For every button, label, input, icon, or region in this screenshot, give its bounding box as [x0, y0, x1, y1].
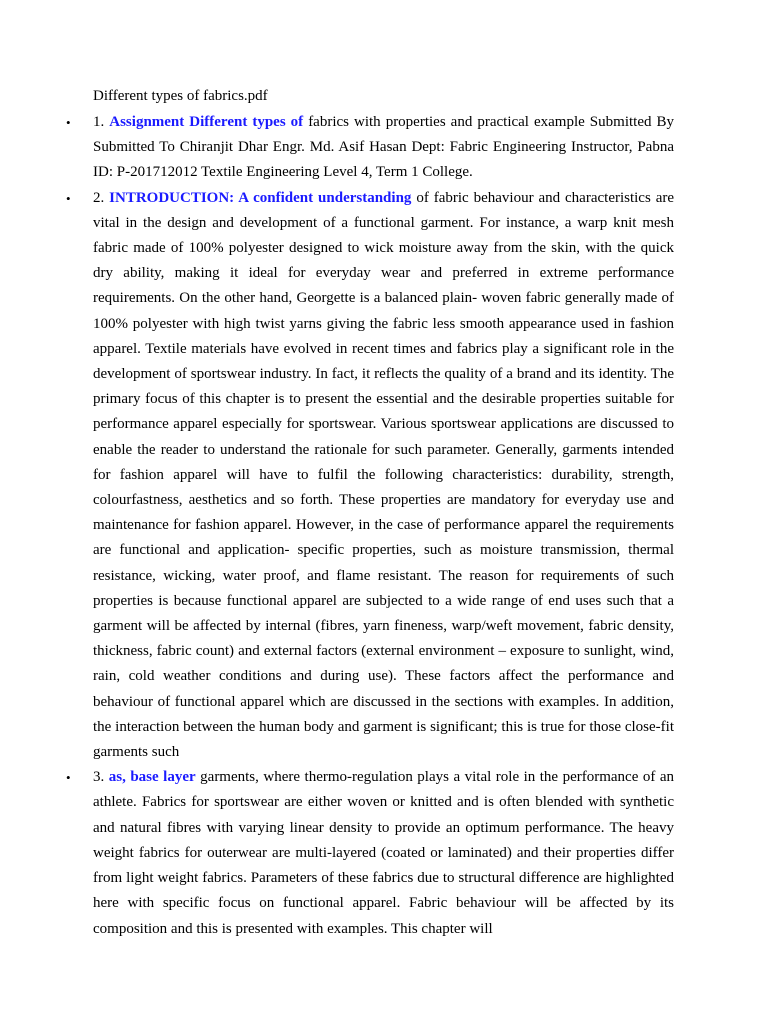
item-text: fabrics with properties and practical example Submitted By Submitted To Chiranjit Dhar Engr. Md. Asif Hasan Dept: Fabric Engineering Instructor, Pabna ID: P-201712012 Textile Engineering Level 4, Term 1 College.: [93, 114, 674, 181]
document-title: Different types of fabrics.pdf: [93, 88, 268, 104]
list-item: [66, 110, 674, 186]
bullet-icon: •: [66, 770, 71, 786]
bullet-icon: •: [66, 115, 71, 130]
list-item: [66, 765, 675, 941]
item-lead: as, base layer: [108, 769, 196, 786]
item-number: 1.: [93, 114, 105, 130]
bullet-icon: •: [66, 190, 71, 206]
item-lead: Assignment Different types of: [109, 114, 304, 130]
item-text: of fabric behaviour and characteristics are vital in the design and development of a functional garment. For instance, a warp knit mesh fabric made of 100% polyester designed to wick moisture away from the skin, with the quick dry ability, making it ideal for everyday wear and preferred in extreme performance requirements. On the other hand, Georgette is a balanced plain- woven fabric generally made of 100% polyester with high twist yarns giving the fabric less smooth appearance used in fashion apparel. Textile materials have evolved in recent times and fabrics play a significant role in the development of sportswear industry. In fact, it reflects the quality of a brand and its identity. The primary focus of this chapter is to present the essential and the desirable properties suitable for performance apparel especially for sportswear. Various sportswear applications are discussed to enable the reader to understand the rationale for such parameter. Generally, garments intended for fashion apparel will have to fulfil the following characteristics: durability, strength, colourfastness, aesthetics and so forth. These properties are mandatory for everyday use and maintenance for fashion apparel. However, in the case of performance apparel the requirements are functional and application- specific properties, such as moisture transmission, thermal resistance, wicking, water proof, and flame resistant. The reason for requirements of such properties is because functional apparel are subjected to a wide range of end uses such that a garment will be affected by internal (fibres, yarn fineness, warp/weft movement, fabric density, thickness, fabric count) and external factors (external environment – exposure to sunlight, wind, rain, cold weather conditions and during use). These factors affect the performance and behaviour of functional apparel which are discussed in the sections with examples. In addition, the interaction between the human body and garment is significant; this is true for those close-fit garments such: [93, 189, 675, 761]
item-lead: INTRODUCTION: A confident understanding: [109, 189, 412, 206]
item-text: garments, where thermo-regulation plays a vital role in the performance of an athlete. Fabrics for sportswear are either woven or knitted and is often blended with synthetic and natural fibres with varying linear density to provide an optimum performance. The heavy weight fabrics for outerwear are multi-layered (coated or laminated) and their properties differ from light weight fabrics. Parameters of these fabrics due to structural difference are highlighted here with specific focus on functional apparel. Fabric behaviour will be affected by its composition and this is presented with examples. This chapter will: [93, 769, 675, 937]
paragraph-list: [66, 110, 675, 942]
item-number: 2.: [93, 189, 105, 206]
item-number: 3.: [93, 769, 105, 786]
list-item: [66, 186, 675, 766]
